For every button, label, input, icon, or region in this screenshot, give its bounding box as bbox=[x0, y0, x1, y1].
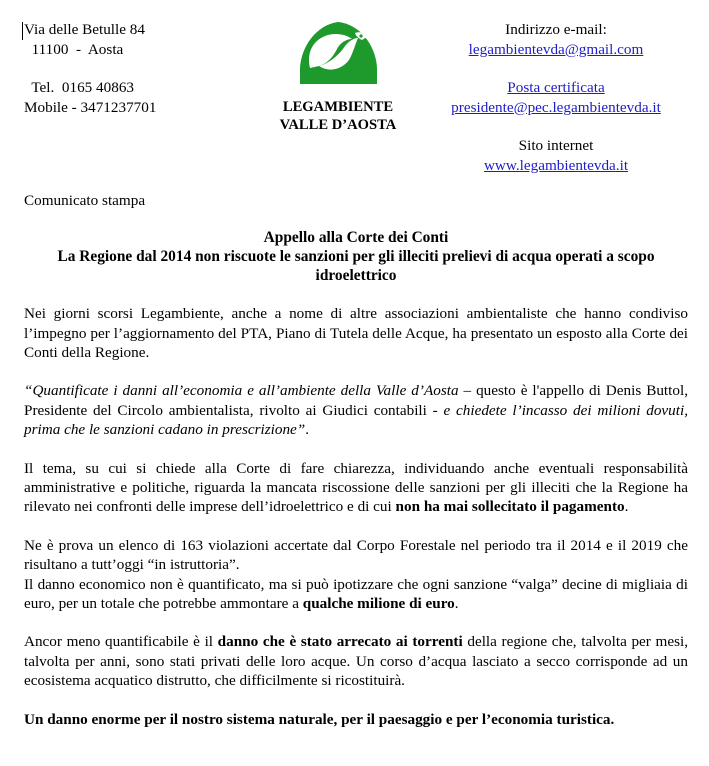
org-name-line1: LEGAMBIENTE bbox=[282, 99, 394, 115]
website-label: Sito internet bbox=[518, 137, 594, 154]
paragraph-2: “Quantificate i danni all’economia e all’ambiente della Valle d’Aosta – questo è l'appello di Denis Buttol, Presidente del Circolo ambientalista, rivolto ai Giudici contabili - e chiedete l’incasso dei milioni dovuti, prima che le sanzioni cadano in prescrizione”. bbox=[24, 382, 688, 439]
org-name-line2: VALLE D’AOSTA bbox=[279, 117, 397, 133]
mobile-number: Mobile - 3471237701 bbox=[24, 98, 157, 116]
title-line-2: La Regione dal 2014 non riscuote le sanzioni per gli illeciti prelievi di acqua operati a scopo idroelettrico bbox=[57, 248, 655, 284]
paragraph-3: Il tema, su cui si chiede alla Corte di fare chiarezza, individuando anche eventuali responsabilità amministrative e politiche, riguarda la mancata riscossione delle sanzioni per gli illeciti che la Regione ha rilevato nei confronti delle imprese dell’idroelettrico e di cui non ha mai sollecitato il pagamento. bbox=[24, 459, 688, 516]
pec-email-link[interactable]: presidente@pec.legambientevda.it bbox=[451, 98, 661, 116]
text-cursor bbox=[22, 22, 23, 40]
paragraph-5: Ancor meno quantificabile è il danno che è stato arrecato ai torrenti della regione che, talvolta per mesi, talvolta per anni, sono stati privati delle loro acque. Un corso d’acqua lasciato a secco corrisponde ad un ecosistema acquatico distrutto, che difficilmente si ricostituirà. bbox=[24, 633, 689, 690]
address-city: 11100 - Aosta bbox=[24, 40, 124, 58]
document-type-label: Comunicato stampa bbox=[24, 192, 146, 209]
contact-block bbox=[436, 20, 676, 175]
emphasis-not-requested: non ha mai sollecitato il pagamento bbox=[395, 498, 625, 516]
letterhead bbox=[0, 0, 709, 190]
quote-attribution: – questo è l'appello di Denis Buttol, Presidente del Circolo ambientalista, rivolto ai Giudici contabili - bbox=[24, 382, 688, 419]
green-swan-logo-icon bbox=[297, 18, 380, 86]
quote-part-1: “Quantificate i danni all’economia e all’ambiente della Valle d’Aosta bbox=[24, 382, 459, 400]
paragraph-4-line-a: Ne è prova un elenco di 163 violazioni accertate dal Corpo Forestale nel periodo tra il 2014 e il 2019 che risultano a tutt’oggi “in istruttoria”. bbox=[24, 536, 688, 574]
emphasis-damage-streams: danno che è stato arrecato ai torrenti bbox=[217, 633, 463, 651]
postal-address-block bbox=[24, 20, 156, 117]
email-label: Indirizzo e-mail: bbox=[505, 21, 607, 38]
organization-name bbox=[256, 98, 420, 134]
press-release-title bbox=[24, 229, 688, 285]
website-link[interactable]: www.legambientevda.it bbox=[483, 156, 629, 174]
email-link[interactable]: legambientevda@gmail.com bbox=[468, 40, 644, 58]
quote-part-2: e chiedete l’incasso dei milioni dovuti, prima che le sanzioni cadano in prescrizione” bbox=[24, 401, 688, 439]
closing-statement: Un danno enorme per il nostro sistema naturale, per il paesaggio e per l’economia turistica. bbox=[24, 710, 615, 728]
phone-number: Tel. 0165 40863 bbox=[24, 79, 135, 96]
emphasis-millions: qualche milione di euro bbox=[302, 595, 455, 613]
paragraph-4: Ne è prova un elenco di 163 violazioni accertate dal Corpo Forestale nel periodo tra il 2014 e il 2019 che risultano a tutt’oggi “in istruttoria”. Il danno economico non è quantificato, ma si può ipotizzare che ogni sanzione “valga” decine di migliaia di euro, per un totale che potrebbe ammontare a qualche milione di euro. bbox=[24, 536, 688, 613]
paragraph-1: Nei giorni scorsi Legambiente, anche a nome di altre associazioni ambientaliste che hanno condiviso l’impegno per l’aggiornamento del PTA, Piano di Tutela delle Acque, ha presentato un esposto alla Corte dei Conti della Regione. bbox=[24, 305, 688, 361]
press-release-body bbox=[24, 191, 688, 729]
title-line-1: Appello alla Corte dei Conti bbox=[263, 229, 449, 247]
pec-label-link[interactable]: Posta certificata bbox=[507, 79, 605, 96]
address-street: Via delle Betulle 84 bbox=[24, 21, 145, 38]
